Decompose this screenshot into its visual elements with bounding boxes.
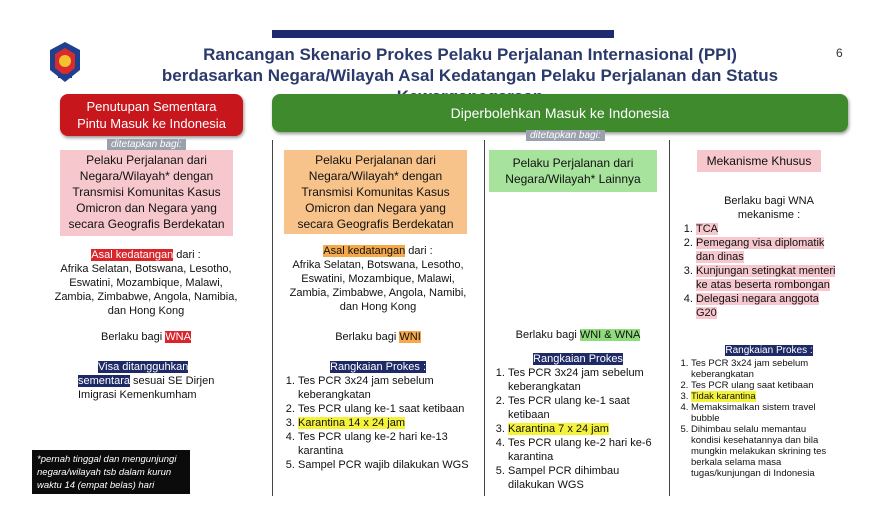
list-item: 1. Tes PCR 3x24 jam sebelum keberangkatan xyxy=(691,358,834,380)
list-item: 4. Tes PCR ulang ke-2 hari ke-6 karantina xyxy=(508,436,662,464)
page-number: 6 xyxy=(836,46,843,60)
list-item: 4. Delegasi negara anggota G20 xyxy=(696,292,838,320)
allowed-entry-header: Diperbolehkan Masuk ke Indonesia xyxy=(272,94,848,132)
list-item: 2. Tes PCR ulang ke-1 saat ketibaan xyxy=(508,394,662,422)
divider-1 xyxy=(272,140,273,496)
closed-applies: Berlaku bagi WNA xyxy=(101,331,191,343)
list-item: 2. Tes PCR ulang saat ketibaan xyxy=(691,380,834,391)
list-item: 1. Tes PCR 3x24 jam sebelum keberangkatan xyxy=(508,366,662,394)
closed-visa-note: Visa ditangguhkan sementara sesuai SE Dirjen Imigrasi Kemenkumham xyxy=(78,361,215,401)
special-header: Mekanisme Khusus xyxy=(697,150,821,172)
top-accent-bar xyxy=(272,30,614,38)
special-steps xyxy=(676,358,834,479)
list-item: 1. Tes PCR 3x24 jam sebelum keberangkatan xyxy=(298,374,472,402)
list-item: 5. Sampel PCR wajib dilakukan WGS xyxy=(298,458,472,472)
other-applies: Berlaku bagi WNI & WNA xyxy=(515,329,641,341)
list-item: 3. Kunjungan setingkat menteri ke atas beserta rombongan xyxy=(696,264,838,292)
wni-prokes-title: Rangkaian Prokes : xyxy=(330,361,426,373)
wni-origin: Asal kedatangan dari : Afrika Selatan, Botswana, Lesotho, Eswatini, Mozambique, Malawi, Zambia, Zimbabwe, Angola, Namibi, dan Hong Kong xyxy=(289,245,467,313)
other-prokes-title: Rangkaian Prokes xyxy=(533,353,623,365)
divider-3 xyxy=(669,140,670,496)
footnote: *pernah tinggal dan mengunjungi negara/wilayah tsb dalam kurun waktu 14 (empat belas) hari xyxy=(32,450,190,494)
other-criteria-box: Pelaku Perjalanan dari Negara/Wilayah* Lainnya xyxy=(489,150,657,192)
list-item: 2. Pemegang visa diplomatik dan dinas xyxy=(696,236,838,264)
wni-steps xyxy=(280,374,472,472)
closed-origin: Asal kedatangan dari : Afrika Selatan, Botswana, Lesotho, Eswatini, Mozambique, Malawi, Zambia, Zimbabwe, Angola, Namibia, dan Hong Kong xyxy=(54,249,238,317)
wni-criteria-box: Pelaku Perjalanan dari Negara/Wilayah* dengan Transmisi Komunitas Kasus Omicron dan Negara yang secara Geografis Berdekatan xyxy=(284,150,467,234)
special-applies: Berlaku bagi WNA mekanisme : xyxy=(724,195,814,221)
wni-applies: Berlaku bagi WNI xyxy=(335,331,421,343)
special-prokes-title: Rangkaian Prokes : xyxy=(725,345,813,356)
divider-2 xyxy=(484,140,485,496)
list-item: 1. TCA xyxy=(696,222,838,236)
allowed-tag: ditetapkan bagi: xyxy=(526,125,605,143)
list-item: 3. Karantina 7 x 24 jam xyxy=(508,422,662,436)
list-item: 2. Tes PCR ulang ke-1 saat ketibaan xyxy=(298,402,472,416)
closed-tag: ditetapkan bagi: xyxy=(107,134,186,152)
list-item: 3. Karantina 14 x 24 jam xyxy=(298,416,472,430)
closed-criteria-box: Pelaku Perjalanan dari Negara/Wilayah* dengan Transmisi Komunitas Kasus Omicron dan Negara yang secara Geografis Berdekatan xyxy=(60,150,233,236)
page-title: Rancangan Skenario Prokes Pelaku Perjalanan Internasional (PPI) berdasarkan Negara/Wilayah Asal Kedatangan Pelaku Perjalanan dan Status xyxy=(161,45,779,85)
list-item: 3. Tidak karantina xyxy=(691,391,834,402)
closed-entry-header: Penutupan Sementara Pintu Masuk ke Indonesia xyxy=(60,94,243,136)
list-item: 4. Tes PCR ulang ke-2 hari ke-13 karantina xyxy=(298,430,472,458)
other-steps xyxy=(490,366,662,492)
ministry-logo xyxy=(42,40,88,84)
list-item: 5. Dihimbau selalu memantau kondisi kesehatannya dan bila mungkin melakukan skrining tes berkala selama masa tugas/kunjungan di Indonesia xyxy=(691,424,834,479)
list-item: 4. Memaksimalkan sistem travel bubble xyxy=(691,402,834,424)
list-item: 5. Sampel PCR dihimbau dilakukan WGS xyxy=(508,464,662,492)
special-items xyxy=(678,222,838,320)
